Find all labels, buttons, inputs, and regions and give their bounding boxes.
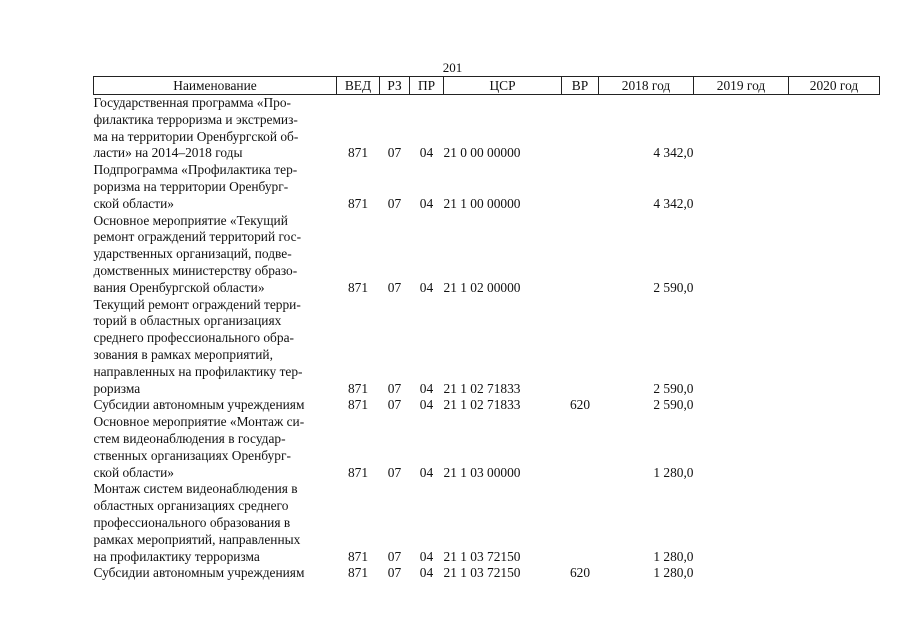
header-rz: РЗ <box>380 77 410 95</box>
name-line: ремонт ограждений территорий гос- <box>93 229 302 245</box>
name-line: роризма <box>93 380 141 396</box>
cell-ved: 871 <box>347 279 369 295</box>
name-line: Субсидии автономным учреждениям <box>93 565 305 581</box>
cell-vr <box>562 162 599 212</box>
table-row <box>94 565 880 582</box>
cell-vr <box>562 297 599 398</box>
table-row <box>94 414 880 481</box>
cell-csr: 21 1 02 00000 <box>443 279 521 295</box>
cell-2018: 1 280,0 <box>653 565 694 581</box>
header-ved: ВЕД <box>337 77 380 95</box>
name-line: областных организациях среднего <box>93 498 289 514</box>
cell-name <box>94 481 337 565</box>
cell-ved: 871 <box>347 145 369 161</box>
cell-name <box>94 162 337 212</box>
table-row <box>94 397 880 414</box>
cell-2018: 2 590,0 <box>653 279 694 295</box>
header-row <box>94 77 880 95</box>
cell-csr: 21 1 03 72150 <box>443 548 521 564</box>
cell-pr: 04 <box>419 195 434 211</box>
cell-2019 <box>694 397 789 414</box>
header-csr: ЦСР <box>444 77 562 95</box>
cell-rz: 07 <box>387 565 402 581</box>
cell-2019 <box>694 162 789 212</box>
cell-pr: 04 <box>419 380 434 396</box>
cell-vr: 620 <box>569 565 591 581</box>
header-pr: ПР <box>410 77 444 95</box>
cell-name <box>94 297 337 398</box>
cell-pr: 04 <box>419 397 434 413</box>
name-line: Государственная программа «Про- <box>93 95 291 110</box>
cell-2018: 1 280,0 <box>653 464 694 480</box>
cell-vr <box>562 213 599 297</box>
cell-2020 <box>789 565 880 582</box>
cell-csr: 21 1 03 72150 <box>443 565 521 581</box>
cell-name <box>94 95 337 163</box>
name-line: среднего профессионального обра- <box>93 330 294 346</box>
cell-ved: 871 <box>347 380 369 396</box>
cell-csr: 21 1 02 71833 <box>443 380 521 396</box>
cell-2019 <box>694 213 789 297</box>
cell-csr: 21 1 03 00000 <box>443 464 521 480</box>
cell-csr: 21 0 00 00000 <box>443 145 521 161</box>
cell-rz: 07 <box>387 279 402 295</box>
cell-2019 <box>694 481 789 565</box>
cell-2020 <box>789 397 880 414</box>
name-line: Текущий ремонт ограждений терри- <box>93 296 301 312</box>
table-body <box>94 95 880 583</box>
cell-rz: 07 <box>387 195 402 211</box>
name-line: вания Оренбургской области» <box>93 279 265 295</box>
cell-2018: 2 590,0 <box>653 397 694 413</box>
cell-rz: 07 <box>387 548 402 564</box>
header-2019: 2019 год <box>694 77 789 95</box>
cell-vr <box>562 481 599 565</box>
cell-ved: 871 <box>347 548 369 564</box>
cell-pr: 04 <box>419 145 434 161</box>
name-line: ласти» на 2014–2018 годы <box>93 145 243 161</box>
header-2020: 2020 год <box>789 77 880 95</box>
cell-2020 <box>789 297 880 398</box>
cell-ved: 871 <box>347 397 369 413</box>
cell-csr: 21 1 00 00000 <box>443 195 521 211</box>
cell-name <box>94 397 337 414</box>
name-line: на профилактику терроризма <box>93 548 260 564</box>
table-row <box>94 162 880 212</box>
cell-2019 <box>694 565 789 582</box>
cell-2019 <box>694 297 789 398</box>
name-line: направленных на профилактику тер- <box>93 363 303 379</box>
cell-csr: 21 1 02 71833 <box>443 397 521 413</box>
cell-name <box>94 213 337 297</box>
name-line: ма на территории Оренбургской об- <box>93 128 299 144</box>
cell-2018: 4 342,0 <box>653 145 694 161</box>
cell-ved: 871 <box>347 195 369 211</box>
name-line: стем видеонаблюдения в государ- <box>93 430 286 446</box>
table-row <box>94 95 880 163</box>
cell-2020 <box>789 162 880 212</box>
cell-2020 <box>789 213 880 297</box>
name-line: Подпрограмма «Профилактика тер- <box>93 162 298 178</box>
header-vr: ВР <box>562 77 599 95</box>
name-line: ской области» <box>93 464 174 480</box>
cell-rz: 07 <box>387 464 402 480</box>
cell-name <box>94 565 337 582</box>
cell-name <box>94 414 337 481</box>
cell-vr: 620 <box>569 397 591 413</box>
name-line: роризма на территории Оренбург- <box>93 178 289 194</box>
cell-2018: 4 342,0 <box>653 195 694 211</box>
cell-pr: 04 <box>419 464 434 480</box>
table-row <box>94 297 880 398</box>
name-line: домственных министерству образо- <box>93 262 298 278</box>
name-line: Основное мероприятие «Текущий <box>93 212 288 228</box>
cell-rz: 07 <box>387 397 402 413</box>
table-row <box>94 213 880 297</box>
name-line: профессионального образования в <box>93 514 291 530</box>
cell-2020 <box>789 481 880 565</box>
cell-ved: 871 <box>347 464 369 480</box>
name-line: ской области» <box>93 195 174 211</box>
header-name: Наименование <box>94 77 337 95</box>
cell-pr: 04 <box>419 565 434 581</box>
name-line: торий в областных организациях <box>93 313 282 329</box>
budget-table <box>93 76 880 582</box>
table-row <box>94 481 880 565</box>
name-line: филактика терроризма и экстремиз- <box>93 111 298 127</box>
page-number: 201 <box>442 60 463 75</box>
cell-rz: 07 <box>387 145 402 161</box>
cell-ved: 871 <box>347 565 369 581</box>
header-2018: 2018 год <box>599 77 694 95</box>
name-line: Основное мероприятие «Монтаж си- <box>93 414 305 430</box>
name-line: Субсидии автономным учреждениям <box>93 397 305 413</box>
cell-2019 <box>694 95 789 163</box>
cell-2019 <box>694 414 789 481</box>
cell-pr: 04 <box>419 548 434 564</box>
cell-rz: 07 <box>387 380 402 396</box>
name-line: зования в рамках мероприятий, <box>93 346 273 362</box>
name-line: Монтаж систем видеонаблюдения в <box>93 481 298 497</box>
cell-2018: 1 280,0 <box>653 548 694 564</box>
name-line: ственных организациях Оренбург- <box>93 447 291 463</box>
cell-2020 <box>789 414 880 481</box>
cell-vr <box>562 95 599 163</box>
cell-pr: 04 <box>419 279 434 295</box>
cell-vr <box>562 414 599 481</box>
name-line: ударственных организаций, подве- <box>93 246 292 262</box>
name-line: рамках мероприятий, направленных <box>93 531 301 547</box>
cell-2020 <box>789 95 880 163</box>
cell-2018: 2 590,0 <box>653 380 694 396</box>
